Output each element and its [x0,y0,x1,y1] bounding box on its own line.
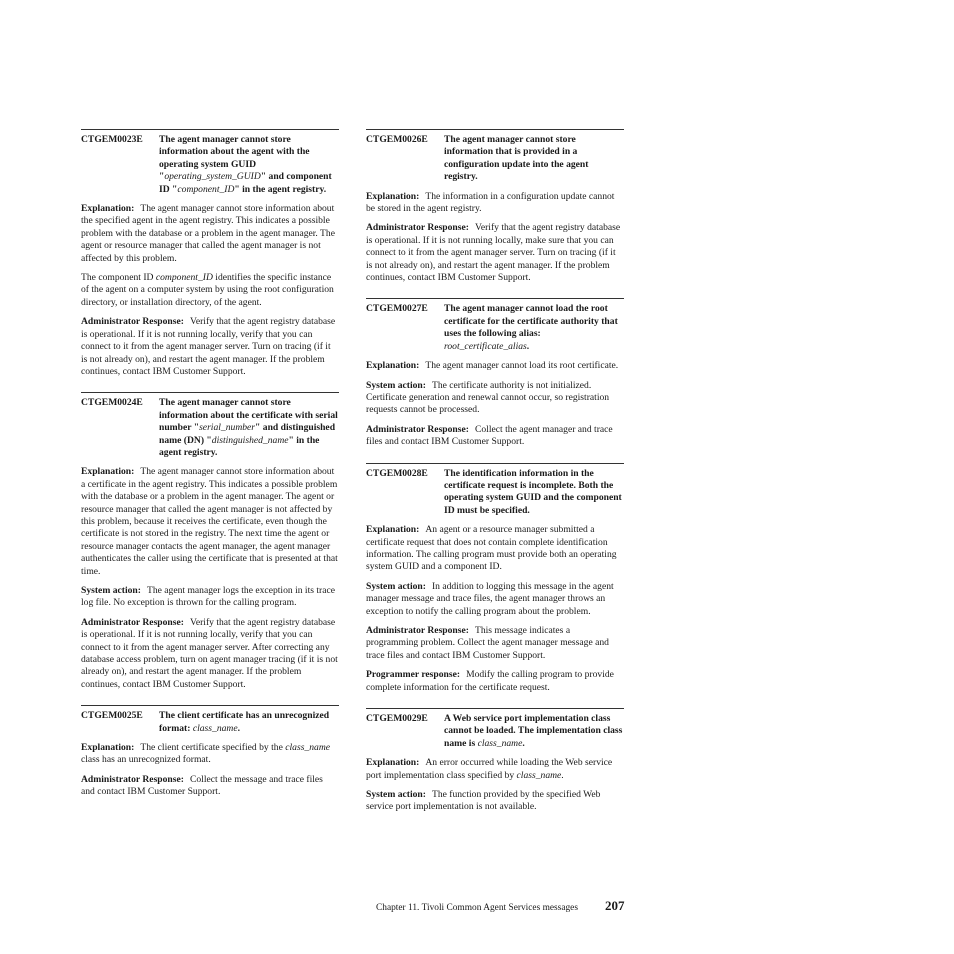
explanation: Explanation: The client certificate specified by the class_name class has an unrecognized format. [81,742,330,766]
message-ctgem0026e [366,129,624,284]
footer-chapter: Chapter 11. Tivoli Common Agent Services messages [376,903,578,913]
message-id: CTGEM0028E [366,467,428,479]
message-title: The client certificate has an unrecognized format: class_name. [159,710,330,734]
administrator-response: Administrator Response: Collect the agent manager and trace files and contact IBM Customer Support. [366,423,613,448]
administrator-response: Administrator Response: Verify that the agent registry database is operational. If it is not running locally, verify that you can connect to it from the agent manager server. Turn on tracing (if it is not already on), and restart the agent manager. If the problem continues, contact IBM Customer Support. [81,316,336,377]
message-title: The agent manager cannot store information about the certificate with serial number "serial_number" and distinguished name (DN) "distinguished_name" in the agent registry. [159,397,338,458]
message-title: The agent manager cannot load the root certificate for the certificate authority that uses the following alias: root_certificate_alias. [444,303,618,352]
message-title: The identification information in the certificate request is incomplete. Both the operating system GUID and the component ID must be specified. [444,467,622,516]
system-action: System action: In addition to logging this message in the agent manager message and trace files, the agent manager throws an exception to notify the calling program about the problem. [366,580,614,617]
administrator-response: Administrator Response: This message indicates a programming problem. Collect the agent manager message and trace files and contact IBM Customer Support. [366,625,609,661]
explanation: Explanation: The information in a configuration update cannot be stored in the agent registry. [366,190,615,215]
message-title: The agent manager cannot store information about the agent with the operating system GUID "operating_system_GUID" and component ID "component_ID" in the agent registry. [159,134,332,195]
explanation: Explanation: An agent or a resource manager submitted a certificate request that does not contain complete identification information. The calling program must provide both an operating system GUID and a component ID. [366,524,617,573]
administrator-response: Administrator Response: Verify that the agent registry database is operational. If it is not running locally, verify that you can connect to it from the agent manager server. After correcting any database access problem, turn on agent manager tracing (if it is not already on), and restart the agent manager. If the problem continues, contact IBM Customer Support. [81,616,338,690]
message-id: CTGEM0029E [366,713,428,725]
administrator-response: Administrator Response: Collect the message and trace files and contact IBM Customer Support. [81,773,323,798]
left-column [81,129,339,799]
message-id: CTGEM0026E [366,134,428,145]
administrator-response: Administrator Response: Verify that the agent registry database is operational. If it is not running locally, make sure that you can connect to it from the agent manager server. Turn on tracing (if it is not already on), and restart the agent manager. If the problem continues, contact IBM Customer Support. [366,222,621,284]
explanation-continued: The component ID component_ID identifies the specific instance of the agent on a computer system by using the root configuration directory, or installation directory, of the agent. [81,272,334,308]
explanation: Explanation: An error occurred while loading the Web service port implementation class specified by class_name. [366,757,613,781]
message-ctgem0025e [81,705,339,798]
message-title: The agent manager cannot store information that is provided in a configuration update into the agent registry. [444,134,589,183]
message-ctgem0029e [366,708,624,814]
programmer-response: Programmer response: Modify the calling program to provide complete information for the certificate request. [366,669,614,693]
message-id: CTGEM0027E [366,303,428,315]
right-column [366,129,624,814]
system-action: System action: The agent manager logs the exception in its trace log file. No exception is thrown for the calling program. [81,585,336,609]
message-title: A Web service port implementation class cannot be loaded. The implementation class name is class_name. [444,713,623,749]
message-id: CTGEM0024E [81,397,143,409]
message-id: CTGEM0023E [81,134,143,145]
explanation: Explanation: The agent manager cannot load its root certificate. [366,360,619,372]
page-number: 207 [605,898,625,913]
message-id: CTGEM0025E [81,710,143,722]
message-ctgem0028e [366,463,624,695]
message-ctgem0023e [81,129,339,378]
explanation: Explanation: The agent manager cannot store information about a certificate in the agent registry. This indicates a possible problem with the database or a problem in the agent manager. The agent or resource manager that called the agent manager is not affected by this problem, because it receives the certificate, even though the certificate is not stored in the registry. The next time the agent or resource manager contacts the agent manager, the agent manager authenticates the caller using the certificate that is presented at that time. [81,466,338,577]
explanation: Explanation: The agent manager cannot store information about the specified agent in the agent registry. This indicates a possible problem with the database or a problem in the agent manager. The agent or resource manager that called the agent manager is not affected by this problem. [81,203,335,264]
message-ctgem0027e [366,298,624,448]
system-action: System action: The function provided by the specified Web service port implementation is not available. [366,789,601,813]
system-action: System action: The certificate authority is not initialized. Certificate generation and renewal cannot occur, so registration requests cannot be processed. [366,379,610,416]
message-ctgem0024e [81,392,339,691]
